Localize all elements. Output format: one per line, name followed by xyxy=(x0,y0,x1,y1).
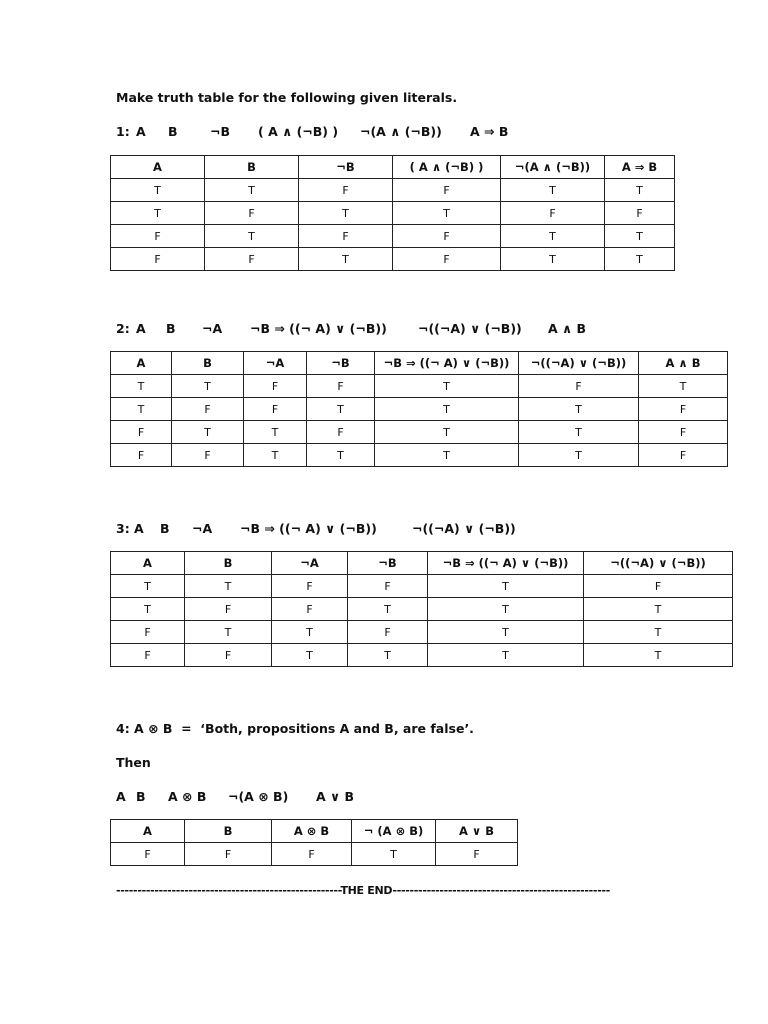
table-cell: F xyxy=(307,421,375,444)
table-row xyxy=(111,598,733,621)
table-cell: T xyxy=(428,644,584,667)
table-cell: F xyxy=(639,421,728,444)
table-cell: T xyxy=(244,421,307,444)
q1-truth-table xyxy=(110,155,675,271)
column-header: ¬B xyxy=(299,156,393,179)
table-cell: T xyxy=(375,444,519,467)
table-row xyxy=(111,421,728,444)
table-cell: T xyxy=(307,398,375,421)
table-cell: T xyxy=(111,202,205,225)
table-cell: F xyxy=(111,644,185,667)
table-cell: F xyxy=(111,444,172,467)
table-cell: T xyxy=(111,398,172,421)
column-header: ¬B xyxy=(348,552,428,575)
intro-text: Make truth table for the following given literals. xyxy=(116,90,458,105)
table-cell: F xyxy=(501,202,605,225)
table-row xyxy=(111,179,675,202)
q4-then: Then xyxy=(116,755,151,770)
q4-heading xyxy=(116,789,354,804)
q3-item: ¬A xyxy=(192,521,213,536)
q4-definition: 4: A ⊗ B = ‘Both, propositions A and B, are false’. xyxy=(116,721,474,736)
table-header-row xyxy=(111,552,733,575)
column-header: A ⊗ B xyxy=(272,820,352,843)
column-header: A xyxy=(111,820,185,843)
table-cell: F xyxy=(111,421,172,444)
column-header: ¬B xyxy=(307,352,375,375)
table-cell: F xyxy=(639,444,728,467)
table-cell: F xyxy=(272,575,348,598)
table-cell: T xyxy=(639,375,728,398)
table-cell: T xyxy=(185,621,272,644)
table-cell: F xyxy=(639,398,728,421)
table-cell: T xyxy=(393,202,501,225)
table-cell: T xyxy=(519,421,639,444)
column-header: A ⇒ B xyxy=(605,156,675,179)
table-cell: T xyxy=(519,398,639,421)
column-header: ¬((¬A) ∨ (¬B)) xyxy=(584,552,733,575)
table-cell: T xyxy=(501,248,605,271)
table-cell: F xyxy=(172,444,244,467)
table-cell: T xyxy=(348,598,428,621)
table-cell: T xyxy=(584,621,733,644)
table-cell: F xyxy=(393,225,501,248)
table-cell: T xyxy=(348,644,428,667)
q4-item: A ⊗ B xyxy=(168,789,207,804)
column-header: A xyxy=(111,156,205,179)
table-cell: F xyxy=(272,843,352,866)
table-row xyxy=(111,843,518,866)
q1-item: ¬(A ∧ (¬B)) xyxy=(360,124,442,139)
table-cell: F xyxy=(348,575,428,598)
table-cell: T xyxy=(375,375,519,398)
column-header: ¬((¬A) ∨ (¬B)) xyxy=(519,352,639,375)
q3-item: A xyxy=(134,521,144,536)
table-cell: F xyxy=(244,398,307,421)
column-header: B xyxy=(185,820,272,843)
q2-item: B xyxy=(166,321,176,336)
table-row xyxy=(111,575,733,598)
table-cell: F xyxy=(272,598,348,621)
table-row xyxy=(111,444,728,467)
column-header: A ∧ B xyxy=(639,352,728,375)
table-cell: T xyxy=(605,179,675,202)
table-cell: F xyxy=(299,225,393,248)
table-row xyxy=(111,375,728,398)
table-cell: F xyxy=(185,644,272,667)
table-cell: T xyxy=(501,179,605,202)
q3-item: B xyxy=(160,521,170,536)
table-cell: F xyxy=(393,248,501,271)
q1-item: ¬B xyxy=(210,124,231,139)
table-cell: F xyxy=(111,248,205,271)
table-cell: T xyxy=(185,575,272,598)
q3-item: ¬B ⇒ ((¬ A) ∨ (¬B)) xyxy=(240,521,377,536)
table-cell: T xyxy=(605,225,675,248)
table-cell: F xyxy=(111,225,205,248)
table-cell: F xyxy=(172,398,244,421)
column-header: ( A ∧ (¬B) ) xyxy=(393,156,501,179)
table-cell: T xyxy=(111,598,185,621)
table-cell: T xyxy=(584,598,733,621)
table-header-row xyxy=(111,820,518,843)
table-row xyxy=(111,202,675,225)
q2-item: A xyxy=(136,321,146,336)
table-row xyxy=(111,644,733,667)
the-end-divider: -----------------------------------------------------THE END--------------------------------------------------- xyxy=(116,884,610,897)
table-cell: T xyxy=(299,248,393,271)
q2-item: ¬A xyxy=(202,321,223,336)
q2-item: ¬((¬A) ∨ (¬B)) xyxy=(418,321,522,336)
q3-label: 3: xyxy=(116,521,130,536)
table-cell: F xyxy=(185,598,272,621)
q1-item: ( A ∧ (¬B) ) xyxy=(258,124,339,139)
q4-item: ¬(A ⊗ B) xyxy=(228,789,289,804)
table-cell: T xyxy=(299,202,393,225)
table-cell: T xyxy=(375,421,519,444)
q4-truth-table xyxy=(110,819,518,866)
table-cell: F xyxy=(436,843,518,866)
table-cell: T xyxy=(205,225,299,248)
q1-item: B xyxy=(168,124,178,139)
table-cell: F xyxy=(348,621,428,644)
q1-item: A ⇒ B xyxy=(470,124,509,139)
table-header-row xyxy=(111,352,728,375)
column-header: ¬(A ∧ (¬B)) xyxy=(501,156,605,179)
table-cell: F xyxy=(299,179,393,202)
column-header: B xyxy=(205,156,299,179)
table-cell: F xyxy=(605,202,675,225)
table-cell: F xyxy=(393,179,501,202)
table-row xyxy=(111,398,728,421)
table-cell: T xyxy=(375,398,519,421)
q4-item: A xyxy=(116,789,126,804)
table-cell: F xyxy=(205,202,299,225)
table-cell: F xyxy=(111,621,185,644)
column-header: ¬ (A ⊗ B) xyxy=(352,820,436,843)
column-header: ¬A xyxy=(272,552,348,575)
table-cell: F xyxy=(205,248,299,271)
table-cell: T xyxy=(205,179,299,202)
q1-item: A xyxy=(136,124,146,139)
q4-item: B xyxy=(136,789,146,804)
q2-truth-table xyxy=(110,351,728,467)
table-header-row xyxy=(111,156,675,179)
table-cell: T xyxy=(172,375,244,398)
table-cell: T xyxy=(519,444,639,467)
column-header: A ∨ B xyxy=(436,820,518,843)
q3-heading xyxy=(116,521,516,536)
table-cell: T xyxy=(272,644,348,667)
table-cell: T xyxy=(584,644,733,667)
q3-item: ¬((¬A) ∨ (¬B)) xyxy=(412,521,516,536)
table-cell: T xyxy=(428,575,584,598)
q2-heading xyxy=(116,321,586,336)
q3-truth-table xyxy=(110,551,733,667)
table-cell: F xyxy=(584,575,733,598)
column-header: ¬B ⇒ ((¬ A) ∨ (¬B)) xyxy=(428,552,584,575)
table-row xyxy=(111,225,675,248)
table-cell: F xyxy=(519,375,639,398)
table-cell: T xyxy=(307,444,375,467)
table-cell: T xyxy=(272,621,348,644)
column-header: ¬A xyxy=(244,352,307,375)
q1-heading xyxy=(116,124,508,139)
column-header: ¬B ⇒ ((¬ A) ∨ (¬B)) xyxy=(375,352,519,375)
table-cell: T xyxy=(244,444,307,467)
table-cell: T xyxy=(501,225,605,248)
q2-item: ¬B ⇒ ((¬ A) ∨ (¬B)) xyxy=(250,321,387,336)
column-header: A xyxy=(111,352,172,375)
column-header: B xyxy=(172,352,244,375)
column-header: B xyxy=(185,552,272,575)
table-cell: T xyxy=(428,598,584,621)
table-cell: F xyxy=(111,843,185,866)
table-cell: T xyxy=(111,575,185,598)
table-cell: F xyxy=(244,375,307,398)
table-cell: T xyxy=(352,843,436,866)
q4-item: A ∨ B xyxy=(316,789,355,804)
table-cell: F xyxy=(307,375,375,398)
table-cell: T xyxy=(111,179,205,202)
table-cell: F xyxy=(185,843,272,866)
table-cell: T xyxy=(172,421,244,444)
table-cell: T xyxy=(428,621,584,644)
table-row xyxy=(111,621,733,644)
q2-item: A ∧ B xyxy=(548,321,587,336)
column-header: A xyxy=(111,552,185,575)
table-row xyxy=(111,248,675,271)
table-cell: T xyxy=(111,375,172,398)
q1-label: 1: xyxy=(116,124,130,139)
table-cell: T xyxy=(605,248,675,271)
q2-label: 2: xyxy=(116,321,130,336)
